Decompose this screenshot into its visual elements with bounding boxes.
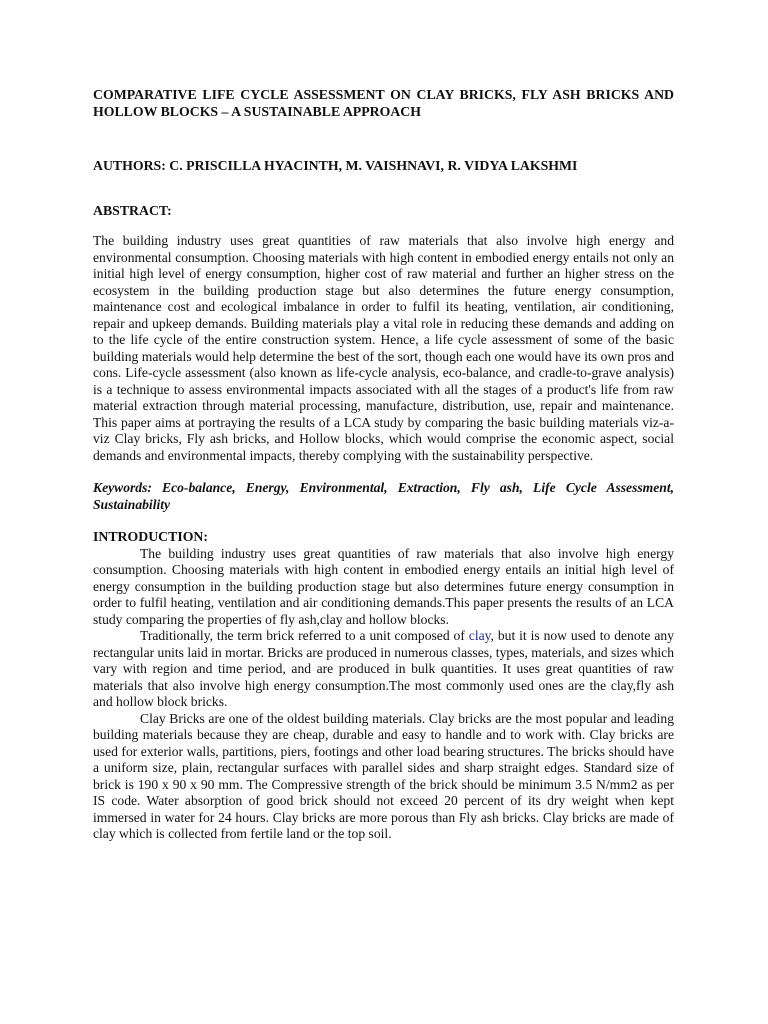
- intro-paragraph-2-end: , but it is now used to denote any rectangular units laid in mortar. Bricks are produced in numerous classes, types, materials, and sizes which vary with region and time period, and are produced in bulk quantities. It uses great quantities of raw materials that also involve high energy consumption.The most commonly used ones are the clay,fly ash and hollow block bricks.: [93, 628, 674, 709]
- intro-paragraph-1: The building industry uses great quantities of raw materials that also involve high energy consumption. Choosing materials with high content in embodied energy entails an initial high level of energy consumption in the building production stage but also determines future energy consumption in order to fulfil heating, ventilation and air conditioning demands.This paper presents the results of an LCA study comparing the properties of fly ash,clay and hollow blocks.: [93, 545, 674, 627]
- abstract-heading: ABSTRACT:: [93, 202, 172, 218]
- paper-authors: AUTHORS: C. PRISCILLA HYACINTH, M. VAISHNAVI, R. VIDYA LAKSHMI: [93, 158, 578, 173]
- intro-paragraph-2-start: Traditionally, the term brick referred to a unit composed of: [140, 628, 469, 643]
- intro-paragraph-3: Clay Bricks are one of the oldest building materials. Clay bricks are the most popular and leading building materials because they are cheap, durable and easy to handle and to work with. Clay bricks are used for exterior walls, partitions, piers, footings and other load bearing structures. The bricks should have a uniform size, plain, rectangular surfaces with parallel sides and sharp straight edges. Standard size of brick is 190 x 90 x 90 mm. The Compressive strength of the brick should be minimum 3.5 N/mm2 as per IS code. Water absorption of good brick should not exceed 20 percent of its dry weight when kept immersed in water for 24 hours. Clay bricks are more porous than Fly ash bricks. Clay bricks are made of clay which is collected from fertile land or the top soil.: [93, 710, 674, 841]
- keywords: Keywords: Eco-balance, Energy, Environmental, Extraction, Fly ash, Life Cycle Assessment, Sustainability: [93, 480, 674, 512]
- paper-title: COMPARATIVE LIFE CYCLE ASSESSMENT ON CLAY BRICKS, FLY ASH BRICKS AND HOLLOW BLOCKS – A SUSTAINABLE APPROACH: [93, 87, 674, 119]
- introduction-heading: INTRODUCTION:: [93, 529, 208, 544]
- intro-paragraph-2: [93, 628, 674, 711]
- abstract-text: The building industry uses great quantities of raw materials that also involve high energy and environmental consumption. Choosing materials with high content in embodied energy entails not only an initial high level of energy consumption, higher cost of raw material and further an higher stress on the ecosystem in the building production stage but also determines the future energy consumption, maintenance cost and ecological imbalance in order to fulfil its heating, ventilation, air conditioning, repair and upkeep demands. Building materials play a vital role in reducing these demands and adding on to the life cycle of the entire construction system. Hence, a life cycle assessment of some of the basic building materials would help determine the best of the sort, though each one would have its own pros and cons. Life-cycle assessment (also known as life-cycle analysis, eco-balance, and cradle-to-grave analysis) is a technique to assess environmental impacts associated with all the stages of a product's life from raw material extraction through material processing, manufacture, distribution, use, repair and maintenance. This paper aims at portraying the results of a LCA study by comparing the basic building materials viz-a-viz Clay bricks, Fly ash bricks, and Hollow blocks, which would comprise the economic aspect, social demands and environmental impacts, thereby complying with the sustainability perspective.: [93, 233, 674, 463]
- clay-link[interactable]: clay: [468, 628, 491, 643]
- paper-page: [93, 86, 674, 843]
